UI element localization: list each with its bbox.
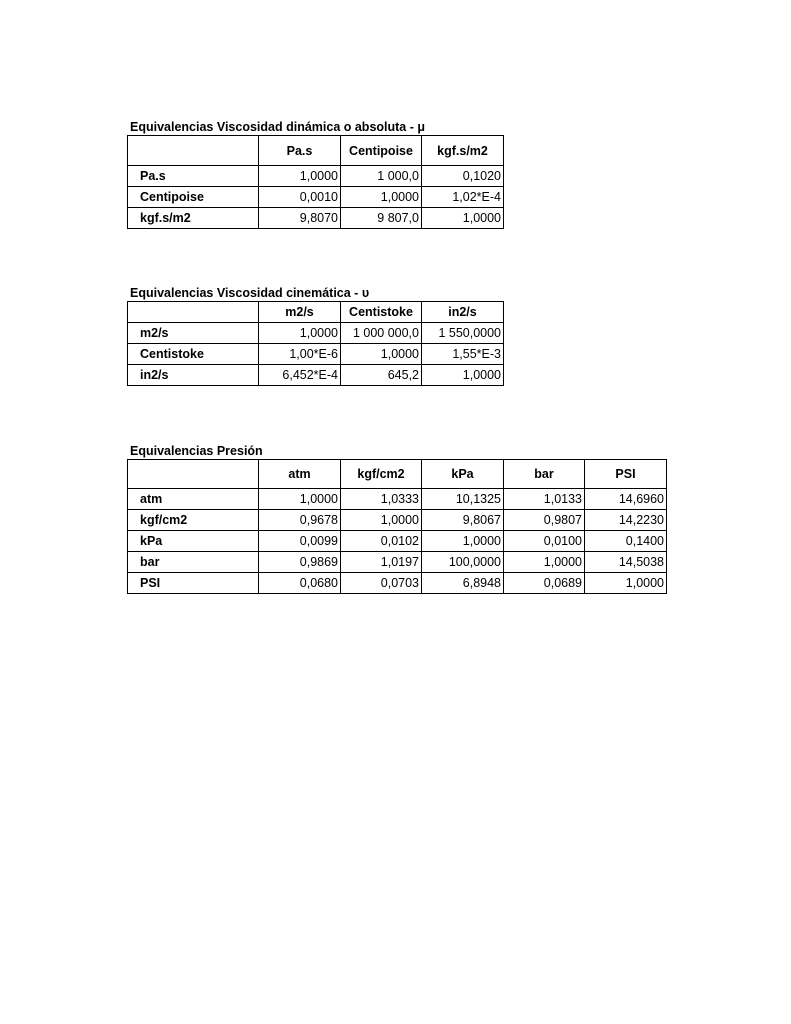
row-header: in2/s xyxy=(128,365,259,386)
table-cell: 645,2 xyxy=(341,365,422,386)
table-cell: 1,0133 xyxy=(504,489,585,510)
table-cell: 1,0000 xyxy=(341,344,422,365)
kinematic-viscosity-table xyxy=(127,301,504,386)
table-cell: 0,9807 xyxy=(504,510,585,531)
kinematic-viscosity-title: Equivalencias Viscosidad cinemática - υ xyxy=(130,286,370,300)
pressure-table xyxy=(127,459,667,594)
header-row xyxy=(128,136,504,166)
table-cell: 1,0000 xyxy=(585,573,667,594)
pressure-title: Equivalencias Presión xyxy=(130,444,263,458)
table-cell: 1,55*E-3 xyxy=(422,344,504,365)
table-cell: 1,0000 xyxy=(341,187,422,208)
table-cell: 0,0689 xyxy=(504,573,585,594)
table-cell: 1,00*E-6 xyxy=(259,344,341,365)
column-header: kgf.s/m2 xyxy=(422,136,504,166)
kinematic-viscosity-section xyxy=(127,285,504,386)
table-cell: 1,0000 xyxy=(259,489,341,510)
table-cell: 0,0099 xyxy=(259,531,341,552)
table-cell: 0,0010 xyxy=(259,187,341,208)
row-header: Centipoise xyxy=(128,187,259,208)
table-cell: 14,5038 xyxy=(585,552,667,573)
column-header: Centistoke xyxy=(341,302,422,323)
table-cell: 1 000 000,0 xyxy=(341,323,422,344)
table-cell: 14,2230 xyxy=(585,510,667,531)
table-cell: 1,0333 xyxy=(341,489,422,510)
table-row xyxy=(128,531,667,552)
table-row xyxy=(128,552,667,573)
table-cell: 1,0000 xyxy=(259,166,341,187)
table-cell: 1 000,0 xyxy=(341,166,422,187)
table-cell: 1,0000 xyxy=(422,531,504,552)
table-cell: 0,9678 xyxy=(259,510,341,531)
table-cell: 0,1400 xyxy=(585,531,667,552)
table-row xyxy=(128,489,667,510)
table-cell: 1,0000 xyxy=(504,552,585,573)
table-cell: 0,0703 xyxy=(341,573,422,594)
column-header: Pa.s xyxy=(259,136,341,166)
corner-cell xyxy=(128,302,259,323)
table-cell: 1,0000 xyxy=(341,510,422,531)
table-row xyxy=(128,166,504,187)
row-header: Centistoke xyxy=(128,344,259,365)
column-header: Centipoise xyxy=(341,136,422,166)
pressure-section xyxy=(127,443,667,594)
table-cell: 6,8948 xyxy=(422,573,504,594)
table-cell: 1,02*E-4 xyxy=(422,187,504,208)
column-header: in2/s xyxy=(422,302,504,323)
dynamic-viscosity-section xyxy=(127,119,504,229)
row-header: kPa xyxy=(128,531,259,552)
corner-cell xyxy=(128,136,259,166)
table-cell: 1,0000 xyxy=(259,323,341,344)
table-cell: 1,0197 xyxy=(341,552,422,573)
column-header: atm xyxy=(259,460,341,489)
row-header: Pa.s xyxy=(128,166,259,187)
row-header: PSI xyxy=(128,573,259,594)
table-row xyxy=(128,208,504,229)
column-header: bar xyxy=(504,460,585,489)
dynamic-viscosity-title: Equivalencias Viscosidad dinámica o absoluta - μ xyxy=(130,120,426,134)
table-cell: 9,8070 xyxy=(259,208,341,229)
table-cell: 0,0102 xyxy=(341,531,422,552)
table-cell: 6,452*E-4 xyxy=(259,365,341,386)
table-row xyxy=(128,187,504,208)
table-row xyxy=(128,573,667,594)
table-cell: 10,1325 xyxy=(422,489,504,510)
table-cell: 100,0000 xyxy=(422,552,504,573)
table-cell: 9 807,0 xyxy=(341,208,422,229)
table-row xyxy=(128,510,667,531)
row-header: kgf/cm2 xyxy=(128,510,259,531)
table-cell: 1 550,0000 xyxy=(422,323,504,344)
table-cell: 0,0680 xyxy=(259,573,341,594)
table-row xyxy=(128,323,504,344)
table-cell: 0,0100 xyxy=(504,531,585,552)
table-cell: 0,1020 xyxy=(422,166,504,187)
row-header: bar xyxy=(128,552,259,573)
header-row xyxy=(128,460,667,489)
table-row xyxy=(128,365,504,386)
column-header: kPa xyxy=(422,460,504,489)
column-header: kgf/cm2 xyxy=(341,460,422,489)
row-header: atm xyxy=(128,489,259,510)
table-cell: 9,8067 xyxy=(422,510,504,531)
row-header: m2/s xyxy=(128,323,259,344)
column-header: PSI xyxy=(585,460,667,489)
row-header: kgf.s/m2 xyxy=(128,208,259,229)
table-cell: 14,6960 xyxy=(585,489,667,510)
table-row xyxy=(128,344,504,365)
corner-cell xyxy=(128,460,259,489)
table-cell: 0,9869 xyxy=(259,552,341,573)
table-cell: 1,0000 xyxy=(422,208,504,229)
column-header: m2/s xyxy=(259,302,341,323)
dynamic-viscosity-table xyxy=(127,135,504,229)
table-cell: 1,0000 xyxy=(422,365,504,386)
header-row xyxy=(128,302,504,323)
